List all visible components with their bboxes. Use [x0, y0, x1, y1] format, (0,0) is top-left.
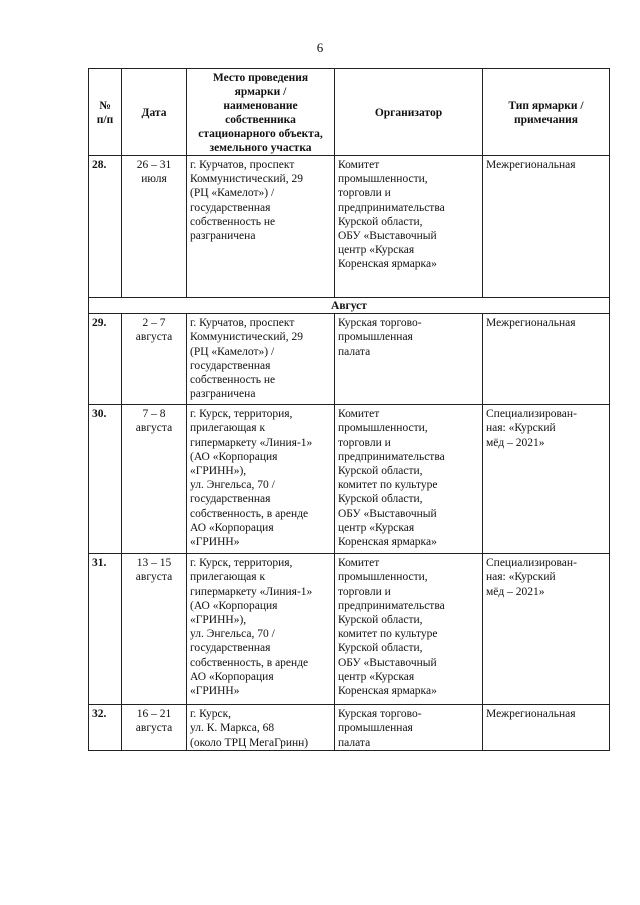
cell-line: разграничена [190, 388, 256, 401]
cell-line: промышленности, [338, 422, 428, 435]
row-organizer [335, 705, 483, 751]
cell-line: Специализирован- [486, 557, 577, 570]
cell-line: Коренская ярмарка» [338, 536, 437, 549]
cell-line: 16 – 21 [136, 708, 172, 721]
cell-line: ная: «Курский [486, 571, 556, 584]
cell-line: государственная [190, 201, 271, 214]
page-number: 6 [316, 40, 324, 55]
cell-line: Место проведения [212, 72, 309, 84]
cell-line: (АО «Корпорация [190, 599, 278, 612]
cell-line: предпринимательства [338, 599, 445, 612]
cell-line: г. Курск, [190, 708, 232, 721]
cell-line: мёд – 2021» [486, 585, 545, 598]
cell-line: ул. К. Маркса, 68 [190, 722, 275, 735]
cell-line: «ГРИНН» [190, 536, 240, 549]
cell-line: 26 – 31 [136, 159, 172, 171]
row-place [187, 314, 335, 405]
cell-line: промышленная [338, 331, 413, 344]
cell-line: предпринимательства [338, 450, 445, 463]
cell-line: АО «Корпорация [190, 670, 274, 683]
cell-line: торговли и [338, 436, 391, 449]
cell-line: Курской области, [338, 614, 423, 627]
cell-line: комитет по культуре [338, 479, 438, 492]
cell-line: «ГРИНН» [190, 685, 240, 698]
row-date [122, 314, 187, 405]
cell-line: Курская торгово- [338, 708, 422, 721]
cell-line: (АО «Корпорация [190, 450, 278, 463]
row-place [187, 405, 335, 554]
cell-line: собственника [225, 114, 296, 126]
cell-line: промышленности, [338, 173, 428, 186]
row-type [483, 705, 610, 751]
table-row [89, 156, 610, 298]
row-type [483, 314, 610, 405]
row-type [483, 156, 610, 298]
header-organizer [335, 69, 483, 156]
cell-line: «ГРИНН»), [190, 614, 247, 627]
cell-line: ул. Энгельса, 70 / [190, 479, 275, 492]
cell-line: ОБУ «Выставочный [338, 230, 437, 243]
cell-line: 7 – 8 [142, 408, 166, 421]
cell-line: Комитет [338, 557, 380, 570]
cell-line: прилегающая к [190, 422, 266, 435]
cell-line: гипермаркету «Линия-1» [190, 585, 313, 598]
cell-line: собственность не [190, 374, 276, 387]
cell-line: Межрегиональная [486, 708, 576, 721]
row-organizer [335, 314, 483, 405]
row-organizer [335, 156, 483, 298]
table-header-row [89, 69, 610, 156]
cell-line: собственность, в аренде [190, 656, 309, 669]
row-type [483, 554, 610, 705]
cell-line: г. Курчатов, проспект [190, 159, 295, 171]
cell-line: промышленности, [338, 571, 428, 584]
cell-line: августа [135, 331, 173, 344]
cell-line: г. Курск, территория, [190, 557, 293, 570]
cell-line: комитет по культуре [338, 628, 438, 641]
row-number: 32. [89, 705, 122, 751]
cell-line: 2 – 7 [142, 317, 166, 330]
cell-line: Курской области, [338, 465, 423, 478]
month-separator-row [89, 298, 610, 314]
cell-line: ОБУ «Выставочный [338, 507, 437, 520]
cell-line: государственная [190, 642, 271, 655]
cell-line: центр «Курская [338, 670, 415, 683]
row-organizer [335, 554, 483, 705]
cell-line: промышленная [338, 722, 413, 735]
cell-line: Тип ярмарки / [508, 100, 584, 112]
cell-line: Специализирован- [486, 408, 577, 421]
cell-line: Курской области, [338, 493, 423, 506]
row-type [483, 405, 610, 554]
cell-line: мёд – 2021» [486, 436, 545, 449]
cell-line: государственная [190, 359, 271, 372]
row-organizer [335, 405, 483, 554]
cell-line: Курская торгово- [338, 317, 422, 330]
cell-line: прилегающая к [190, 571, 266, 584]
row-number: 28. [89, 156, 122, 298]
cell-line: (около ТРЦ МегаГринн) [190, 736, 309, 749]
header-place [187, 69, 335, 156]
cell-line: Курской области, [338, 642, 423, 655]
cell-line: «ГРИНН»), [190, 465, 247, 478]
cell-line: собственность не [190, 215, 276, 228]
header-date [122, 69, 187, 156]
row-date [122, 705, 187, 751]
cell-line: г. Курск, территория, [190, 408, 293, 421]
cell-line: государственная [190, 493, 271, 506]
cell-line: ОБУ «Выставочный [338, 656, 437, 669]
cell-line: (РЦ «Камелот») / [190, 345, 275, 358]
cell-line: палата [338, 345, 371, 358]
table-row [89, 405, 610, 554]
header-number [89, 69, 122, 156]
cell-line: Комитет [338, 159, 380, 171]
cell-line: центр «Курская [338, 244, 415, 257]
cell-line: п/п [96, 114, 114, 126]
cell-line: ная: «Курский [486, 422, 556, 435]
cell-line: центр «Курская [338, 521, 415, 534]
cell-line: Межрегиональная [486, 317, 576, 330]
cell-line: июля [141, 173, 167, 186]
cell-line: собственность, в аренде [190, 507, 309, 520]
row-date [122, 156, 187, 298]
cell-line: Дата [141, 107, 167, 119]
cell-line: земельного участка [209, 142, 312, 154]
row-place [187, 705, 335, 751]
cell-line: г. Курчатов, проспект [190, 317, 295, 330]
cell-line: августа [135, 571, 173, 584]
month-label: Август [89, 298, 610, 314]
cell-line: палата [338, 736, 371, 749]
row-number: 29. [89, 314, 122, 405]
cell-line: Организатор [374, 107, 443, 119]
cell-line: ул. Энгельса, 70 / [190, 628, 275, 641]
row-place [187, 554, 335, 705]
cell-line: Коренская ярмарка» [338, 685, 437, 698]
cell-line: предпринимательства [338, 201, 445, 214]
row-number: 31. [89, 554, 122, 705]
cell-line: Курской области, [338, 215, 423, 228]
cell-line: № [99, 100, 111, 112]
cell-line: (РЦ «Камелот») / [190, 187, 275, 200]
cell-line: разграничена [190, 230, 256, 243]
row-place [187, 156, 335, 298]
table-row [89, 705, 610, 751]
cell-line: Коммунистический, 29 [190, 331, 303, 344]
cell-line: ярмарки / [234, 86, 287, 98]
row-date [122, 405, 187, 554]
cell-line: августа [135, 722, 173, 735]
cell-line: стационарного объекта, [198, 128, 323, 140]
cell-line: примечания [513, 114, 578, 126]
header-type [483, 69, 610, 156]
cell-line: наименование [223, 100, 298, 112]
cell-line: торговли и [338, 585, 391, 598]
cell-line: Межрегиональная [486, 159, 576, 171]
fair-schedule-table [88, 68, 610, 751]
cell-line: августа [135, 422, 173, 435]
cell-line: Коренская ярмарка» [338, 258, 437, 271]
row-number: 30. [89, 405, 122, 554]
cell-line: АО «Корпорация [190, 521, 274, 534]
cell-line: гипермаркету «Линия-1» [190, 436, 313, 449]
cell-line: Коммунистический, 29 [190, 173, 303, 186]
cell-line: Комитет [338, 408, 380, 421]
table-row [89, 314, 610, 405]
table-row [89, 554, 610, 705]
row-date [122, 554, 187, 705]
cell-line: торговли и [338, 187, 391, 200]
cell-line: 13 – 15 [136, 557, 172, 570]
